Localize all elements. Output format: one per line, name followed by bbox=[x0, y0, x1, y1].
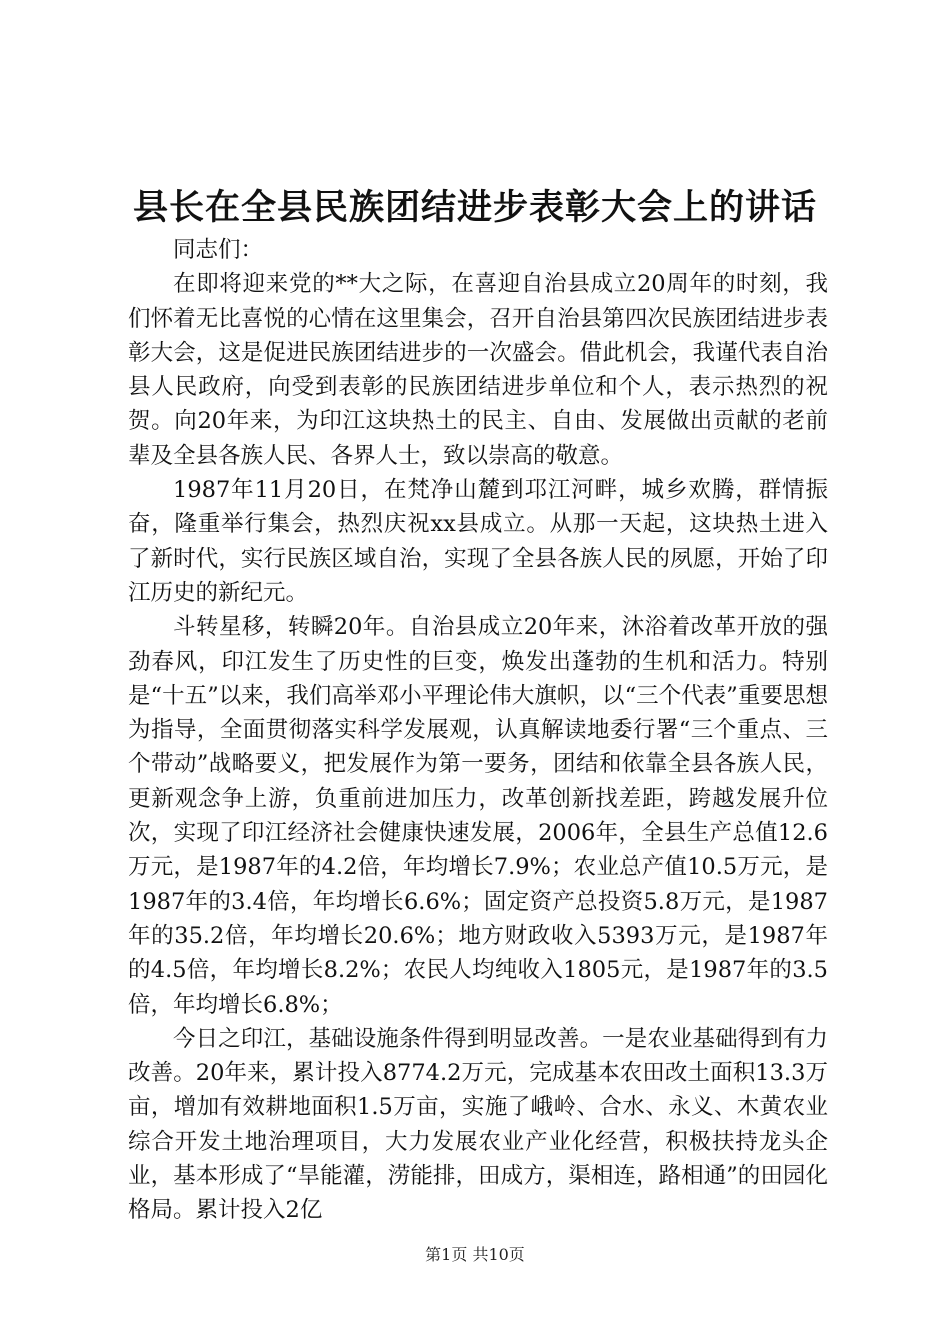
page-number-footer: 第1页 共10页 bbox=[425, 1245, 525, 1264]
body-paragraph: 1987年11月20日，在梵净山麓到邛江河畔，城乡欢腾，群情振奋，隆重举行集会，热烈庆祝xx县成立。从那一天起，这块热土进入了新时代，实行民族区域自治，实现了全县各族人民的夙愿，开始了印江历史的新纪元。 bbox=[128, 477, 828, 606]
body-paragraph: 今日之印江，基础设施条件得到明显改善。一是农业基础得到有力改善。20年来，累计投入8774.2万元，完成基本农田改土面积13.3万亩，增加有效耕地面积1.5万亩，实施了峨岭、合水、永义、木黄农业综合开发土地治理项目，大力发展农业产业化经营，积极扶持龙头企业，基本形成了“旱能灌，涝能排，田成方，渠相连，路相通”的田园化格局。累计投入2亿 bbox=[128, 1025, 828, 1224]
body-paragraph: 斗转星移，转瞬20年。自治县成立20年来，沐浴着改革开放的强劲春风，印江发生了历史性的巨变，焕发出蓬勃的生机和活力。特别是“十五”以来，我们高举邓小平理论伟大旗帜，以“三个代表”重要思想为指导，全面贯彻落实科学发展观，认真解读地委行署“三个重点、三个带动”战略要义，把发展作为第一要务，团结和依靠全县各族人民，更新观念争上游，负重前进加压力，改革创新找差距，跨越发展升位次，实现了印江经济社会健康快速发展，2006年，全县生产总值12.6万元，是1987年的4.2倍，年均增长7.9%；农业总产值10.5万元，是1987年的3.4倍，年均增长6.6%；固定资产总投资5.8万元，是1987年的35.2倍，年均增长20.6%；地方财政收入5393万元，是1987年的4.5倍，年均增长8.2%；农民人均纯收入1805元，是1987年的3.5倍，年均增长6.8%； bbox=[128, 614, 828, 1018]
document-body bbox=[128, 233, 828, 1228]
document-title: 县长在全县民族团结进步表彰大会上的讲话 bbox=[132, 187, 817, 228]
body-paragraph: 在即将迎来党的**大之际，在喜迎自治县成立20周年的时刻，我们怀着无比喜悦的心情在这里集会，召开自治县第四次民族团结进步表彰大会，这是促进民族团结进步的一次盛会。借此机会，我谨代表自治县人民政府，向受到表彰的民族团结进步单位和个人，表示热烈的祝贺。向20年来，为印江这块热土的民主、自由、发展做出贡献的老前辈及全县各族人民、各界人士，致以崇高的敬意。 bbox=[128, 271, 828, 469]
salutation-paragraph: 同志们： bbox=[173, 237, 264, 263]
